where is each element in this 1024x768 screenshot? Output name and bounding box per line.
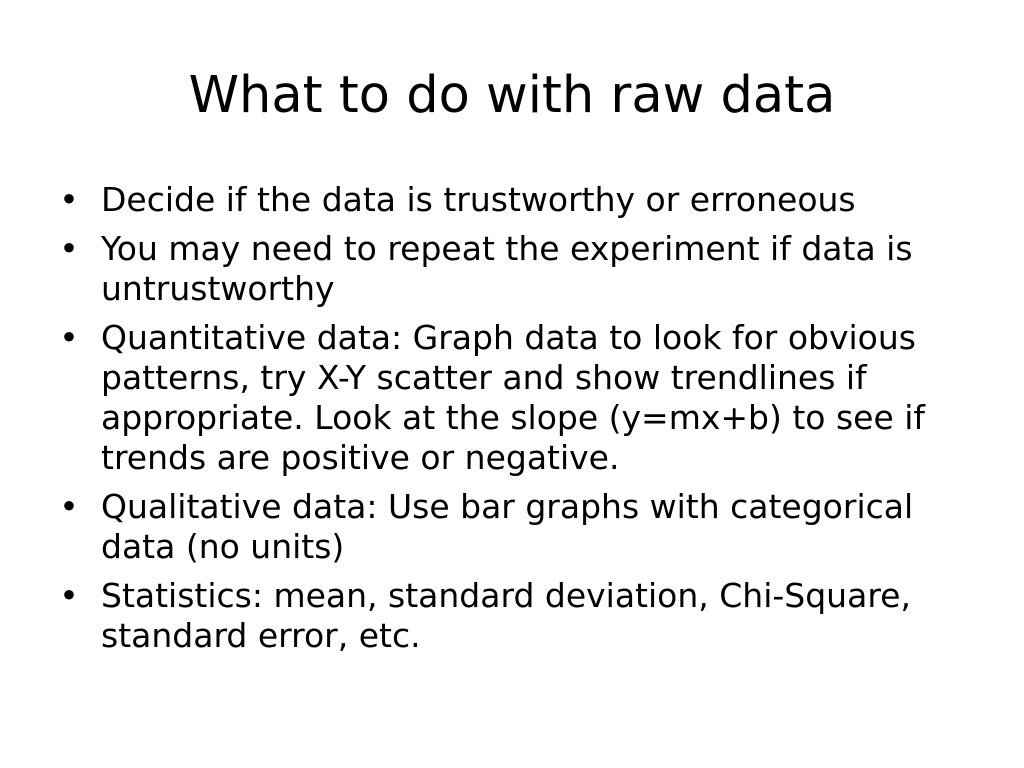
bullet-text: Qualitative data: Use bar graphs with categorical data (no units) xyxy=(101,487,914,566)
bullet-text: Decide if the data is trustworthy or erroneous xyxy=(101,180,856,219)
bullet-icon: • xyxy=(59,318,79,357)
bullet-text: Quantitative data: Graph data to look for obvious patterns, try X-Y scatter and show trendlines if appropriate. Look at the slope (y=mx+b) to see if trends are positive or negative. xyxy=(101,318,926,477)
bullet-item-trustworthy xyxy=(52,180,982,220)
bullet-item-qualitative-data xyxy=(52,487,982,567)
bullet-item-statistics xyxy=(52,576,982,656)
bullet-text: Statistics: mean, standard deviation, Chi-Square, standard error, etc. xyxy=(101,576,911,655)
bullet-item-repeat-experiment xyxy=(52,229,982,309)
bullet-icon: • xyxy=(59,229,79,268)
bullet-list xyxy=(52,180,982,665)
slide-title: What to do with raw data xyxy=(188,66,836,125)
bullet-icon: • xyxy=(59,487,79,526)
bullet-icon: • xyxy=(59,576,79,615)
bullet-item-quantitative-data xyxy=(52,318,982,478)
bullet-text: You may need to repeat the experiment if data is untrustworthy xyxy=(101,229,913,308)
bullet-icon: • xyxy=(59,180,79,219)
